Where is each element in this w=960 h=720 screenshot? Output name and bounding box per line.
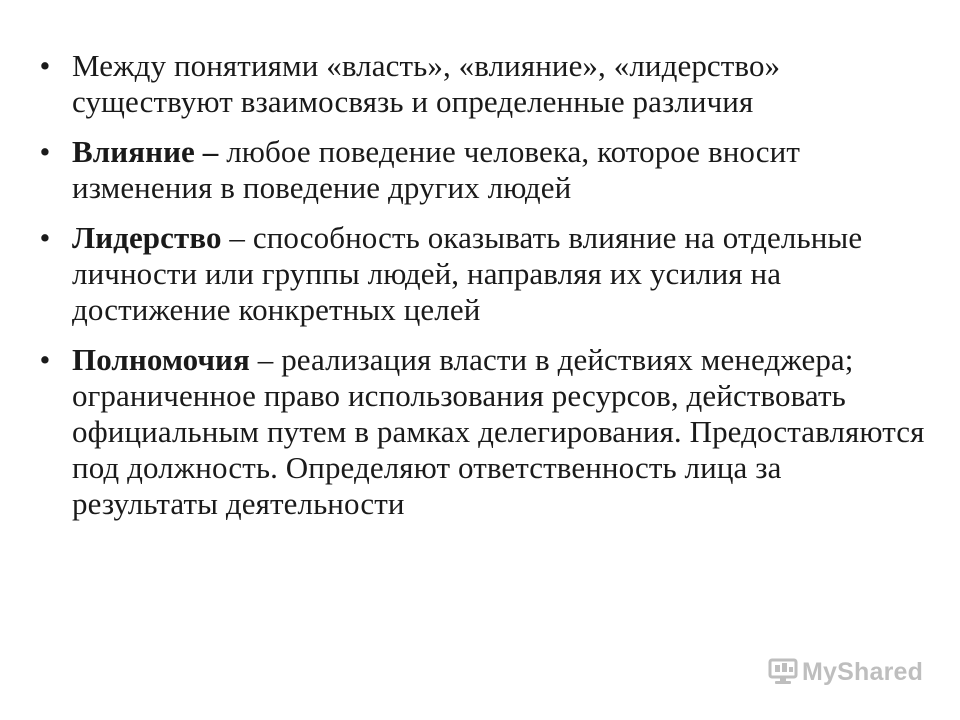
term-leadership: Лидерство xyxy=(72,220,222,255)
bullet-text: Между понятиями «власть», «влияние», «лидерство» существуют взаимосвязь и определенные различия xyxy=(72,48,781,119)
monitor-icon xyxy=(768,658,798,686)
term-influence: Влияние – xyxy=(72,134,219,169)
bullet-marker: • xyxy=(39,134,51,169)
bullet-text: – способность оказывать влияние на отдельные личности или группы людей, направляя их усилия на достижение конкретных целей xyxy=(72,220,863,327)
term-authority: Полномочия xyxy=(72,342,250,377)
bullet-list xyxy=(30,48,930,536)
bullet-marker: • xyxy=(39,220,51,255)
bullet-text: любое поведение человека, которое вносит изменения в поведение других людей xyxy=(72,134,800,205)
bullet-text: – реализация власти в действиях менеджера; ограниченное право использования ресурсов, действовать официальным путем в рамках делегирования. Предоставляются под должность. Определяют ответственность лица за результаты деятельности xyxy=(72,342,925,521)
bullet-marker: • xyxy=(39,342,51,377)
watermark-logo xyxy=(768,656,923,688)
bullet-item xyxy=(30,134,930,206)
watermark-text: MyShared xyxy=(802,657,924,686)
bullet-item xyxy=(30,48,930,120)
bullet-item xyxy=(30,342,930,522)
bullet-marker: • xyxy=(39,48,51,83)
bullet-item xyxy=(30,220,930,328)
